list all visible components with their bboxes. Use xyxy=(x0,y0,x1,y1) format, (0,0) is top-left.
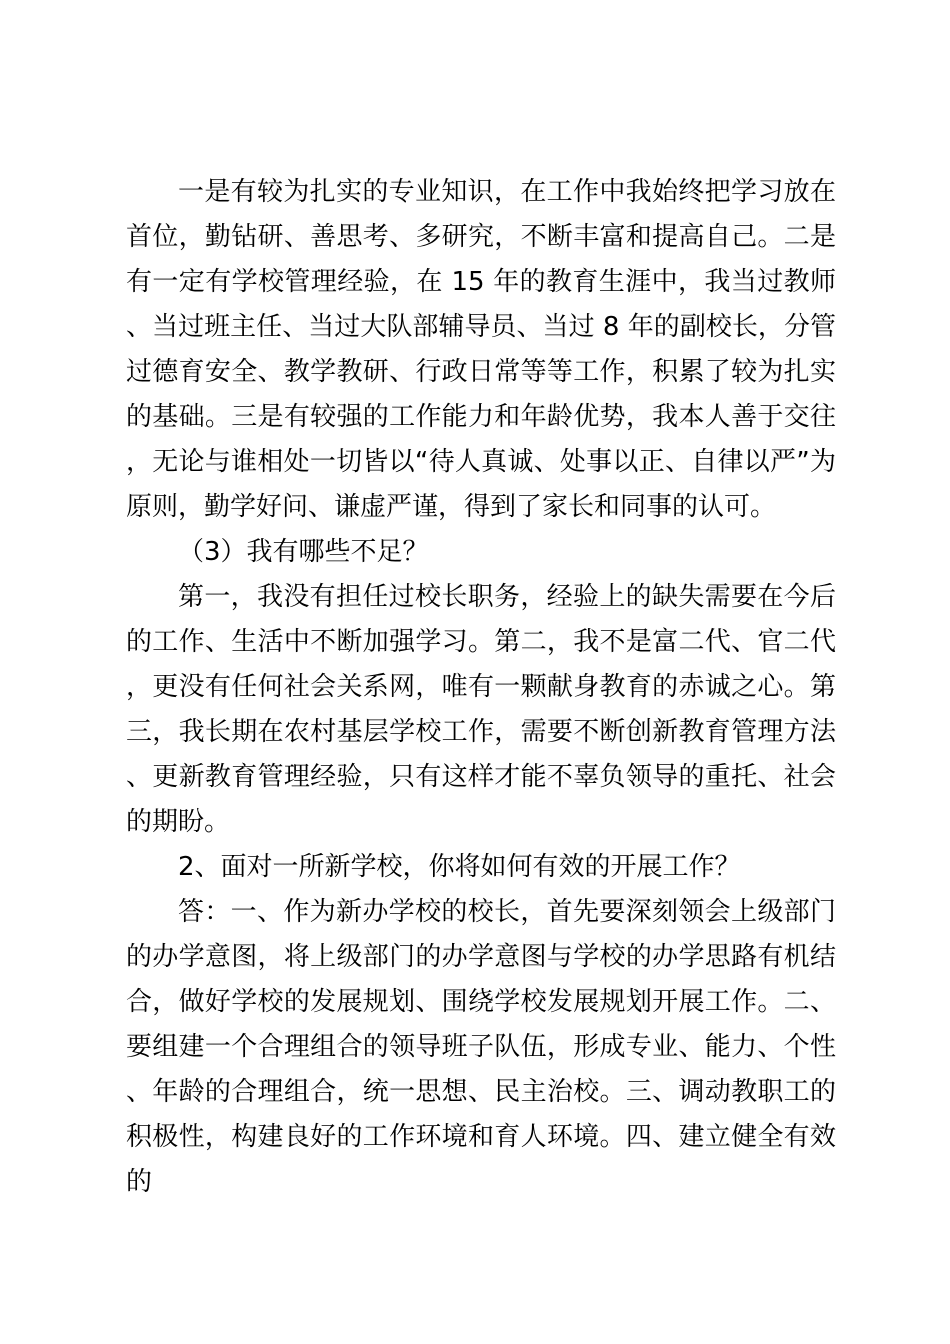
paragraph-shortcomings: 第一，我没有担任过校长职务，经验上的缺失需要在今后的工作、生活中不断加强学习。第二，我不是富二代、官二代，更没有任何社会关系网，唯有一颗献身教育的赤诚之心。第三，我长期在农村基层学校工作，需要不断创新教育管理方法、更新教育管理经验，只有这样才能不辜负领导的重托、社会的期盼。 xyxy=(126,582,836,837)
answer-new-school: 答：一、作为新办学校的校长，首先要深刻领会上级部门的办学意图，将上级部门的办学意图与学校的办学思路有机结合，做好学校的发展规划、围绕学校发展规划开展工作。二、要组建一个合理组合的领导班子队伍，形成专业、能力、个性、年龄的合理组合，统一思想、民主治校。三、调动教职工的积极性，构建良好的工作环境和育人环境。四、建立健全有效的 xyxy=(126,897,836,1197)
paragraph-strengths: 一是有较为扎实的专业知识，在工作中我始终把学习放在首位，勤钻研、善思考、多研究，不断丰富和提高自己。二是有一定有学校管理经验，在 15 年的教育生涯中，我当过教师、当过班主任、当过大队部辅导员、当过 8 年的副校长，分管过德育安全、教学教研、行政日常等等工作，积累了较为扎实的基础。三是有较强的工作能力和年龄优势，我本人善于交往，无论与谁相处一切皆以“待人真诚、处事以正、自律以严”为原则，勤学好问、谦虚严谨，得到了家长和同事的认可。 xyxy=(126,177,836,522)
document-body xyxy=(126,170,836,1205)
heading-shortcomings: （3）我有哪些不足？ xyxy=(178,537,429,567)
question-new-school: 2、面对一所新学校，你将如何有效的开展工作？ xyxy=(178,852,741,882)
